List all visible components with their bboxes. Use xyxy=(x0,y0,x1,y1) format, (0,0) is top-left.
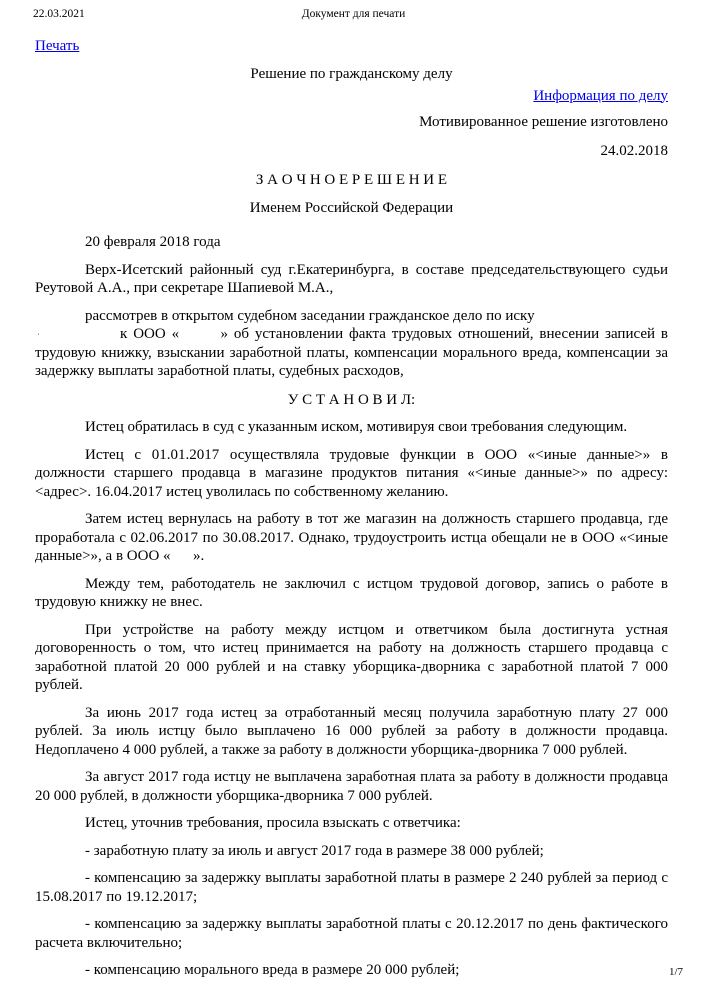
paragraph-7: Затем истец вернулась на работу в тот же магазин на должность старшего продавца, где проработала с 02.06.2017 по 30.08.2017. Однако, трудоустроить истца обещали не в ООО «<иные данные>», а в ООО « ». xyxy=(35,511,668,564)
print-link[interactable]: Печать xyxy=(35,38,80,54)
document-body xyxy=(35,261,668,980)
page-number: 1/7 xyxy=(668,966,683,978)
paragraph-10: За июнь 2017 года истец за отработанный месяц получила заработную плату 27 000 рублей. За июль истцу было выплачено 16 000 рублей за работу в должности продавца. Недоплачено 4 000 рублей, а также за работу в должности уборщика-дворника 7 000 рублей. xyxy=(35,704,668,758)
case-info-link[interactable]: Информация по делу xyxy=(533,87,668,104)
paragraph-5: Истец обратилась в суд с указанным иском, мотивируя свои требования следующим. xyxy=(85,419,628,435)
paragraph-15: - компенсацию за задержку выплаты заработной платы с 20.12.2017 по день фактического расчета включительно; xyxy=(35,916,668,951)
decision-heading: З А О Ч Н О Е Р Е Ш Е Н И Е xyxy=(255,172,448,188)
print-header-title: Документ для печати xyxy=(301,8,406,20)
motivated-decision-date: 24.02.2018 xyxy=(600,142,668,159)
paragraph-14: - компенсацию за задержку выплаты заработной платы в размере 2 240 рублей за период с 15.08.2017 по 19.12.2017; xyxy=(35,870,668,905)
paragraph-9: При устройстве на работу между истцом и ответчиком была достигнута устная договоренность о том, что истец принимается на работу на должность старшего продавца с заработной платой 20 000 рублей и на ставку уборщика-дворника с заработной платой 7 000 рублей. xyxy=(35,621,668,693)
paragraph-13: - заработную плату за июль и август 2017 года в размере 38 000 рублей; xyxy=(85,842,544,859)
decision-date-line: 20 февраля 2018 года xyxy=(85,234,221,250)
motivated-decision-line: Мотивированное решение изготовлено xyxy=(419,114,668,130)
print-date: 22.03.2021 xyxy=(33,8,85,20)
stray-mark: ˈ xyxy=(37,332,40,342)
decision-subheading: Именем Российской Федерации xyxy=(249,199,454,216)
paragraph-4: У С Т А Н О В И Л: xyxy=(287,391,416,408)
paragraph-6: Истец с 01.01.2017 осуществляла трудовые функции в ООО «<иные данные>» в должности старшего продавца в магазине продуктов питания «<иные данные>» по адресу: <адрес>. 16.04.2017 истец уволилась по собственному желанию. xyxy=(35,446,668,500)
document xyxy=(35,65,668,980)
paragraph-1: Верх-Исетский районный суд г.Екатеринбурга, в составе председательствующего судьи Реутовой А.А., при секретаре Шапиевой М.А., xyxy=(35,261,668,296)
document-title: Решение по гражданскому делу xyxy=(250,66,453,82)
paragraph-12: Истец, уточнив требования, просила взыскать с ответчика: xyxy=(85,815,461,831)
paragraph-11: За август 2017 года истцу не выплачена заработная плата за работу в должности продавца 20 000 рублей, в должности уборщика-дворника 7 000 рублей. xyxy=(35,769,668,804)
paragraph-16: - компенсацию морального вреда в размере 20 000 рублей; xyxy=(85,962,460,978)
print-link-row xyxy=(35,38,707,55)
paragraph-8: Между тем, работодатель не заключил с истцом трудовой договор, запись о работе в трудовую книжку не внес. xyxy=(35,575,668,610)
paragraph-2: рассмотрев в открытом судебном заседании гражданское дело по иску xyxy=(85,307,535,324)
case-info-row xyxy=(35,87,668,106)
paragraph-3 xyxy=(35,325,668,381)
print-header xyxy=(0,0,707,22)
paragraph-text: к ООО « » об установлении факта трудовых отношений, внесении записей в трудовую книжку, взыскании заработной платы, компенсации морального вреда, компенсации за задержку выплаты заработной платы, судебных расходов, xyxy=(35,326,668,379)
